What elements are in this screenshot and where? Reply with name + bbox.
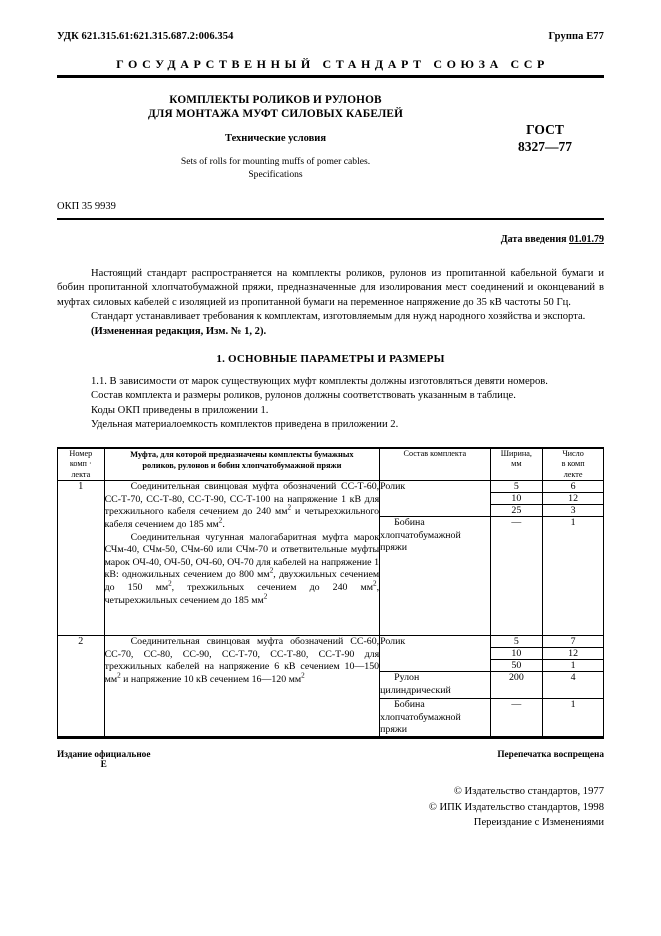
english-title-line-2: Specifications [248, 168, 303, 180]
official-edition-label: Издание официальное [57, 750, 151, 761]
udk-code: УДК 621.315.61:621.315.687.2:006.354 [57, 31, 234, 42]
cell-composition: Бобина хлопчатобумажной пряжи [380, 699, 490, 737]
technical-conditions-label: Технические условия [224, 133, 327, 144]
specification-table [57, 447, 604, 738]
cell-kit-number: 2 [58, 636, 105, 737]
title-line-2: ДЛЯ МОНТАЖА МУФТ СИЛОВЫХ КАБЕЛЕЙ [147, 108, 404, 120]
gost-designation [486, 121, 604, 155]
gost-label: ГОСТ [526, 122, 564, 137]
edition-letter: Е [100, 760, 107, 771]
cell-width: 25 [490, 505, 543, 517]
reissue-note: Переиздание с Изменениями [473, 817, 604, 829]
title-block [57, 93, 604, 181]
page-title [57, 93, 604, 121]
column-header-muff: Муфта, для которой предназначены комплекты бумажных роликов, рулонов и бобин хлопчатобумажной пряжи [104, 448, 380, 481]
cell-count: 1 [543, 699, 604, 737]
cell-count: 1 [543, 517, 604, 636]
cell-count: 3 [543, 505, 604, 517]
muff-paragraph-1: Соединительная свинцовая муфта обозначений СС-Т-60, СС-Т-70, СС-Т-80, СС-Т-90, СС-Т-100 на напряжение 1 кВ для трехжильного кабеля сечением до 240 $мм^2$ и четырехжильного кабеля сечением до 185 $мм^2$. [104, 481, 380, 530]
cell-width: 50 [490, 660, 543, 672]
cell-width: — [490, 517, 543, 636]
english-title [57, 156, 604, 181]
english-title-line-1: Sets of rolls for mounting muffs of pomer cables. [180, 156, 371, 167]
cell-width: 5 [490, 481, 543, 493]
intro-paragraph-2: Стандарт устанавливает требования к комплектам, изготовляемым для нужд народного хозяйства и экспорта. [91, 311, 586, 323]
cell-count: 7 [543, 636, 604, 648]
muff-paragraph-2: Соединительная чугунная малогабаритная муфта марок СЧм-40, СЧм-50, СЧм-60 или СЧм-70 и ответвительные муфты марок ОЧ-40, ОЧ-50, ОЧ-60, ОЧ-70 для кабелей на напряжение 1 кВ: одножильных сечением до 800 $мм^2$, двухжильных сечением до 150 $мм^2$, трехжильных сечением до 240 $мм^2$, четырехжильных сечением до 185 $мм^2$ [104, 531, 380, 606]
reprint-prohibited-label: Перепечатка воспрещена [497, 750, 604, 761]
intro-paragraph-3-revision: (Измененная редакция, Изм. № 1, 2). [91, 325, 267, 337]
muff-paragraph-1: Соединительная свинцовая муфта обозначений СС-60, СС-70, СС-80, СС-90, СС-Т-70, СС-Т-80, СС-Т-90 для трехжильных кабелей на напряжение 6 кВ сечением 10—150 $мм^2$ и напряжение 10 кВ сечением 16—120 $мм^2$ [104, 636, 380, 685]
table-row [58, 636, 604, 648]
okp-code: ОКП 35 9939 [57, 201, 116, 212]
banner-rule [57, 75, 604, 78]
section-1-paragraph-4: Удельная материалоемкость комплектов приведена в приложении 2. [91, 419, 399, 431]
column-header-number: Номер комп · лекта [58, 448, 105, 481]
official-edition-block [57, 750, 150, 770]
copyright-line-2: © ИПК Издательство стандартов, 1998 [428, 801, 604, 813]
introduction-date-label: Дата введения [500, 234, 567, 245]
group-code: Группа Е77 [548, 31, 604, 42]
section-1-paragraph-3: Коды ОКП приведены в приложении 1. [91, 404, 269, 416]
section-1-text [57, 375, 604, 433]
cell-composition: Бобина хлопчатобумажной пряжи [380, 517, 490, 636]
page-content [57, 0, 604, 831]
cell-width: — [490, 699, 543, 737]
cell-muff-description [104, 636, 380, 737]
table-bottom-rule [57, 737, 604, 739]
gost-number: 8327—77 [518, 139, 572, 154]
cell-width: 10 [490, 648, 543, 660]
section-1-paragraph-2: Состав комплекта и размеры роликов, рулонов должны соответствовать указанным в таблице. [91, 390, 516, 402]
cell-width: 5 [490, 636, 543, 648]
clause-1-1: 1.1. В зависимости от марок существующих муфт комплекты должны изготовляться девяти номеров. [91, 376, 548, 388]
footer-top-row [57, 750, 604, 770]
cell-count: 6 [543, 481, 604, 493]
section-heading-1: 1. ОСНОВНЫЕ ПАРАМЕТРЫ И РАЗМЕРЫ [216, 353, 445, 366]
cell-composition: Ролик [380, 481, 490, 517]
introduction-date-value: 01.01.79 [569, 234, 604, 245]
header-row [57, 0, 604, 42]
column-header-width: Ширина, мм [490, 448, 543, 481]
copyright-line-1: © Издательство стандартов, 1977 [453, 786, 604, 798]
cell-count: 1 [543, 660, 604, 672]
cell-composition: Рулон цилиндрический [380, 672, 490, 699]
cell-muff-description [104, 481, 380, 636]
cell-width: 10 [490, 493, 543, 505]
cell-width: 200 [490, 672, 543, 699]
cell-count: 12 [543, 648, 604, 660]
table-header-row [58, 448, 604, 481]
introduction-date [57, 234, 604, 245]
intro-paragraph-1: Настоящий стандарт распространяется на комплекты роликов, рулонов из пропитанной кабельной бумаги и бобин пропитанной хлопчатобумажной пряжи, предназначенные для изолирования мест соединений и оконцеваний в муфтах силовых кабелей с изоляцией из пропитанной бумаги на переменное напряжение до 35 кВ частоты 50 Гц. [57, 268, 604, 308]
cell-composition: Ролик [380, 636, 490, 672]
okp-rule [57, 218, 604, 220]
column-header-composition: Состав комплекта [380, 448, 490, 481]
state-standard-banner: ГОСУДАРСТВЕННЫЙ СТАНДАРТ СОЮЗА ССР [116, 57, 549, 71]
cell-kit-number: 1 [58, 481, 105, 636]
cell-count: 12 [543, 493, 604, 505]
introduction-text [57, 267, 604, 339]
page-footer [57, 750, 604, 831]
cell-count: 4 [543, 672, 604, 699]
copyright-block [57, 784, 604, 831]
table-row [58, 481, 604, 493]
title-line-1: КОМПЛЕКТЫ РОЛИКОВ И РУЛОНОВ [169, 94, 382, 106]
column-header-count: Число в комп лекте [543, 448, 604, 481]
